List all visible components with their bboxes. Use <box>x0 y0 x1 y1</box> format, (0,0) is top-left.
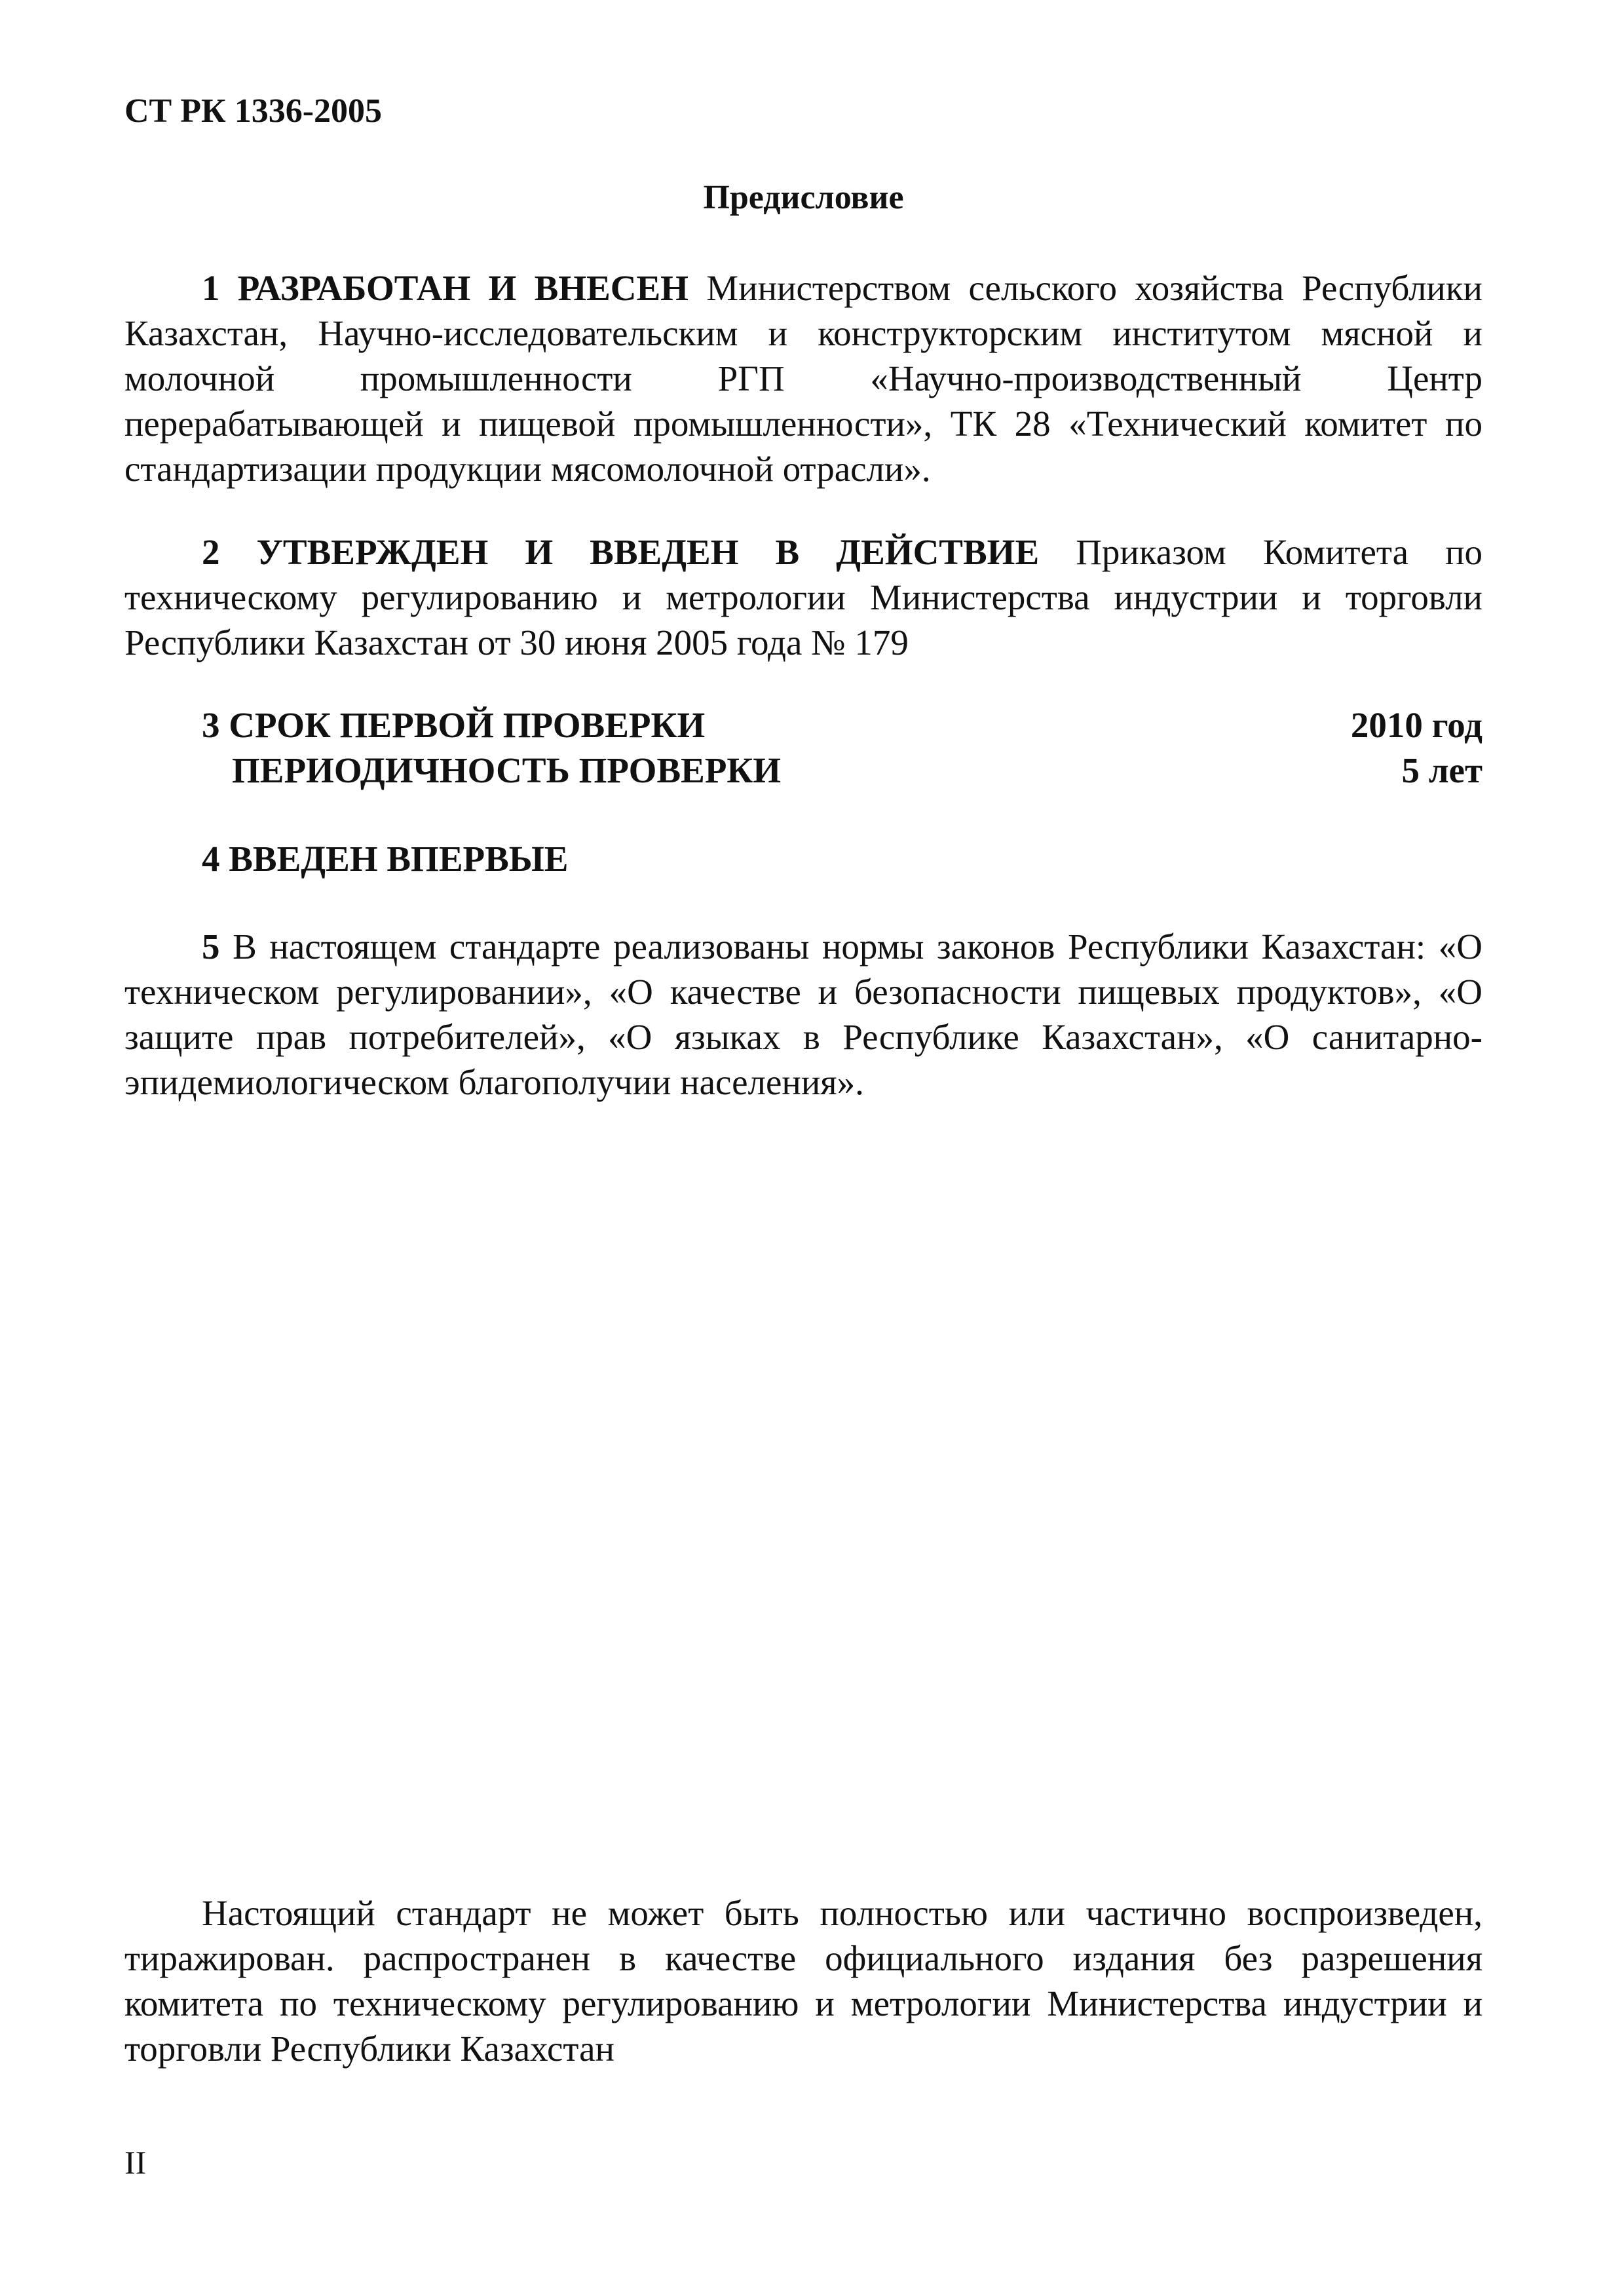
item-1-label: 1 РАЗРАБОТАН И ВНЕСЕН <box>202 268 689 308</box>
item-1-paragraph <box>124 265 1482 491</box>
periodicity-label: ПЕРИОДИЧНОСТЬ ПРОВЕРКИ <box>232 750 782 790</box>
page-number: II <box>124 2144 147 2181</box>
standard-code: СТ РК 1336-2005 <box>124 92 383 130</box>
item-5-text: В настоящем стандарте реализованы нормы законов Республики Казахстан: «О техническом регулировании», «О качестве и безопасности пищевых продуктов», «О защите прав потребителей», «О языках в Республике Казахстан», «О санитарно-эпидемиологическом благополучии населения». <box>124 927 1482 1102</box>
item-1-text: Министерством сельского хозяйства Республики Казахстан, Научно-исследовательским и конструкторским институтом мясной и молочной промышленности РГП «Научно-производственный Центр перерабатывающей и пищевой промышленности», ТК 28 «Технический комитет по стандартизации продукции мясомолочной отрасли». <box>124 268 1482 489</box>
item-4-label: 4 ВВЕДЕН ВПЕРВЫЕ <box>202 839 569 879</box>
item-2-label: 2 УТВЕРЖДЕН И ВВЕДЕН В ДЕЙСТВИЕ <box>202 532 1040 572</box>
first-review-label: 3 СРОК ПЕРВОЙ ПРОВЕРКИ <box>202 705 706 745</box>
item-5-paragraph <box>124 924 1482 1105</box>
periodicity-value: 5 лет <box>1401 750 1482 790</box>
copyright-notice: Настоящий стандарт не может быть полностью или частично воспроизведен, тиражирован. распространен в качестве официального издания без разрешения комитета по техническому регулированию и метрологии Министерства индустрии и торговли Республики Казахстан <box>124 1893 1482 2069</box>
item-2-paragraph <box>124 529 1482 665</box>
item-2-text: Приказом Комитета по техническому регулированию и метрологии Министерства индустрии и торговли Республики Казахстан от 30 июня 2005 года № 179 <box>124 532 1483 662</box>
page-title: Предисловие <box>703 179 904 216</box>
item-5-number: 5 <box>202 927 220 966</box>
first-review-value: 2010 год <box>1350 705 1482 745</box>
